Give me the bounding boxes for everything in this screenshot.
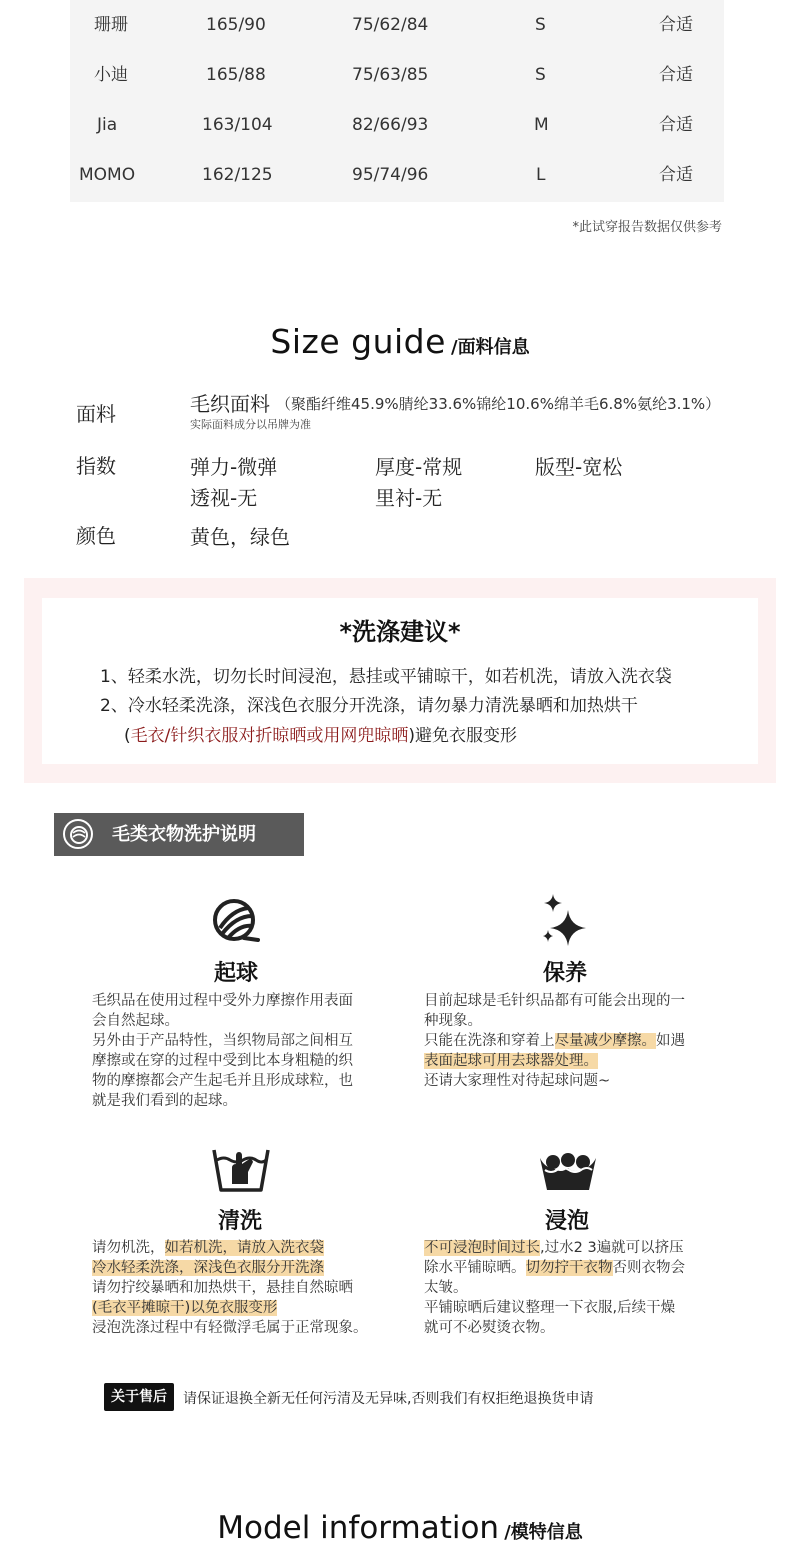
fabric-name: 毛织面料: [190, 392, 270, 416]
index-label: 指数: [76, 454, 116, 478]
text-line: [424, 1031, 724, 1051]
height-weight: 163/104: [202, 115, 273, 135]
washing-line-2: 2、冷水轻柔洗涤，深浅色衣服分开洗涤，请勿暴力清洗暴晒和加热烘干: [100, 696, 638, 716]
tryon-table: [70, 0, 724, 202]
text-line: 还请大家理性对待起球问题~: [424, 1073, 611, 1089]
fabric-composition: （聚酯纤维45.9%腈纶33.6%锦纶10.6%绵羊毛6.8%氨纶3.1%）: [276, 395, 721, 413]
lining: 里衬-无: [375, 486, 443, 510]
measurements: 82/66/93: [352, 115, 429, 135]
wool-icon: [63, 819, 93, 849]
measurements: 75/63/85: [352, 65, 429, 85]
size-guide-title: Size guide: [270, 322, 446, 361]
maintenance-text: [424, 991, 724, 1091]
height-weight: 165/88: [206, 65, 266, 85]
text-line: [424, 1238, 724, 1258]
after-sale-text: 请保证退换全新无任何污清及无异味,否则我们有权拒绝退换货申请: [183, 1391, 594, 1407]
washing-line-3-rest: )避免衣服变形: [408, 726, 518, 746]
fit-type: 版型-宽松: [535, 455, 623, 479]
soaking-text: [424, 1238, 724, 1338]
text-span: 否则衣物会: [612, 1260, 685, 1276]
size: S: [535, 65, 546, 85]
size: L: [536, 165, 546, 185]
model-name: 珊珊: [94, 15, 128, 35]
text-line: [424, 1258, 724, 1278]
height-weight: 162/125: [202, 165, 273, 185]
text-line: 摩擦或在穿的过程中受到比本身粗糙的织: [92, 1053, 353, 1069]
paren: (: [124, 726, 131, 746]
fabric-label: 面料: [76, 402, 116, 426]
soak-basin-icon: [539, 1152, 597, 1196]
text-line: 就可不必熨烫衣物。: [424, 1320, 555, 1336]
model-info-heading: [0, 1510, 800, 1546]
highlight: 切勿拧干衣物: [525, 1260, 613, 1276]
pilling-title: 起球: [213, 961, 258, 986]
washing-line-3: [124, 721, 517, 746]
measurements: 95/74/96: [352, 165, 429, 185]
text-line: 种现象。: [424, 1013, 482, 1029]
text-line: 浸泡洗涤过程中有轻微浮毛属于正常现象。: [92, 1320, 368, 1336]
highlight: 冷水轻柔洗涤，深浅色衣服分开洗涤: [92, 1260, 324, 1276]
size: M: [534, 115, 549, 135]
washing-title: *洗涤建议*: [339, 618, 461, 646]
soaking-title: 浸泡: [544, 1209, 589, 1234]
height-weight: 165/90: [206, 15, 266, 35]
thickness: 厚度-常规: [375, 455, 463, 479]
measurements: 75/62/84: [352, 15, 429, 35]
text-span: 只能在洗涤和穿着上: [424, 1033, 555, 1049]
table-row: [70, 150, 724, 200]
pilling-text: [92, 991, 392, 1111]
text-line: [424, 1051, 724, 1071]
highlight: 表面起球可用去球器处理。: [424, 1053, 598, 1069]
colors: 黄色，绿色: [190, 525, 290, 549]
table-row: [70, 50, 724, 100]
text-line: 平铺晾晒后建议整理一下衣服,后续干燥: [424, 1300, 676, 1316]
model-name: Jia: [97, 115, 118, 135]
fabric-note: 实际面料成分以吊牌为准: [190, 418, 311, 431]
table-row: [70, 0, 724, 50]
care-header: [54, 813, 304, 856]
size-guide-heading: [0, 322, 800, 361]
fit-result: 合适: [659, 115, 693, 135]
maintenance-title: 保养: [542, 961, 587, 986]
highlight: 尽量减少摩擦。: [554, 1033, 656, 1049]
text-span: 如遇: [656, 1033, 685, 1049]
fit-result: 合适: [659, 165, 693, 185]
washing-warning: 毛衣/针织衣服对折晾晒或用网兜晾晒: [130, 726, 409, 746]
tryon-note: *此试穿报告数据仅供参考: [572, 220, 722, 235]
model-info-title: Model information: [217, 1510, 500, 1546]
text-span: 请勿机洗，: [92, 1240, 165, 1256]
text-line: 另外由于产品特性，当织物局部之间相互: [92, 1033, 353, 1049]
size: S: [535, 15, 546, 35]
text-line: 毛织品在使用过程中受外力摩擦作用表面: [92, 993, 353, 1009]
washing-line-1: 1、轻柔水洗，切勿长时间浸泡，悬挂或平铺晾干，如若机洗，请放入洗衣袋: [100, 667, 672, 687]
text-line: 就是我们看到的起球。: [92, 1093, 237, 1109]
care-header-label: 毛类衣物洗护说明: [112, 824, 256, 845]
text-line: [92, 1238, 392, 1258]
text-span: ,过水2 3遍就可以挤压: [540, 1240, 684, 1256]
sparkle-icon: [538, 892, 594, 954]
highlight: (毛衣平摊晾干)以免衣服变形: [92, 1300, 278, 1316]
table-row: [70, 100, 724, 150]
model-name: MOMO: [79, 165, 136, 185]
highlight: 不可浸泡时间过长: [424, 1240, 540, 1256]
hand-wash-icon: [212, 1146, 270, 1198]
washing-care-text: [92, 1238, 392, 1338]
size-guide-subtitle: /面料信息: [451, 337, 530, 358]
fit-result: 合适: [659, 15, 693, 35]
text-span: 除水平铺晾晒。: [424, 1260, 526, 1276]
model-info-subtitle: /模特信息: [504, 1522, 583, 1543]
text-line: 会自然起球。: [92, 1013, 179, 1029]
text-line: 目前起球是毛针织品都有可能会出现的一: [424, 993, 685, 1009]
washing-care-title: 清洗: [217, 1209, 262, 1234]
text-line: 物的摩擦都会产生起毛并且形成球粒，也: [92, 1073, 353, 1089]
fit-result: 合适: [659, 65, 693, 85]
after-sale-badge: 关于售后: [104, 1383, 174, 1411]
highlight: 如若机洗，请放入洗衣袋: [164, 1240, 324, 1256]
color-label: 颜色: [76, 524, 116, 548]
model-name: 小迪: [94, 65, 128, 85]
yarn-ball-icon: [212, 898, 260, 950]
text-line: [92, 1258, 392, 1278]
transparency: 透视-无: [190, 486, 258, 510]
text-line: [92, 1298, 392, 1318]
text-line: 请勿拧绞暴晒和加热烘干，悬挂自然晾晒: [92, 1280, 353, 1296]
text-line: 太皱。: [424, 1280, 468, 1296]
elasticity: 弹力-微弹: [190, 455, 278, 479]
